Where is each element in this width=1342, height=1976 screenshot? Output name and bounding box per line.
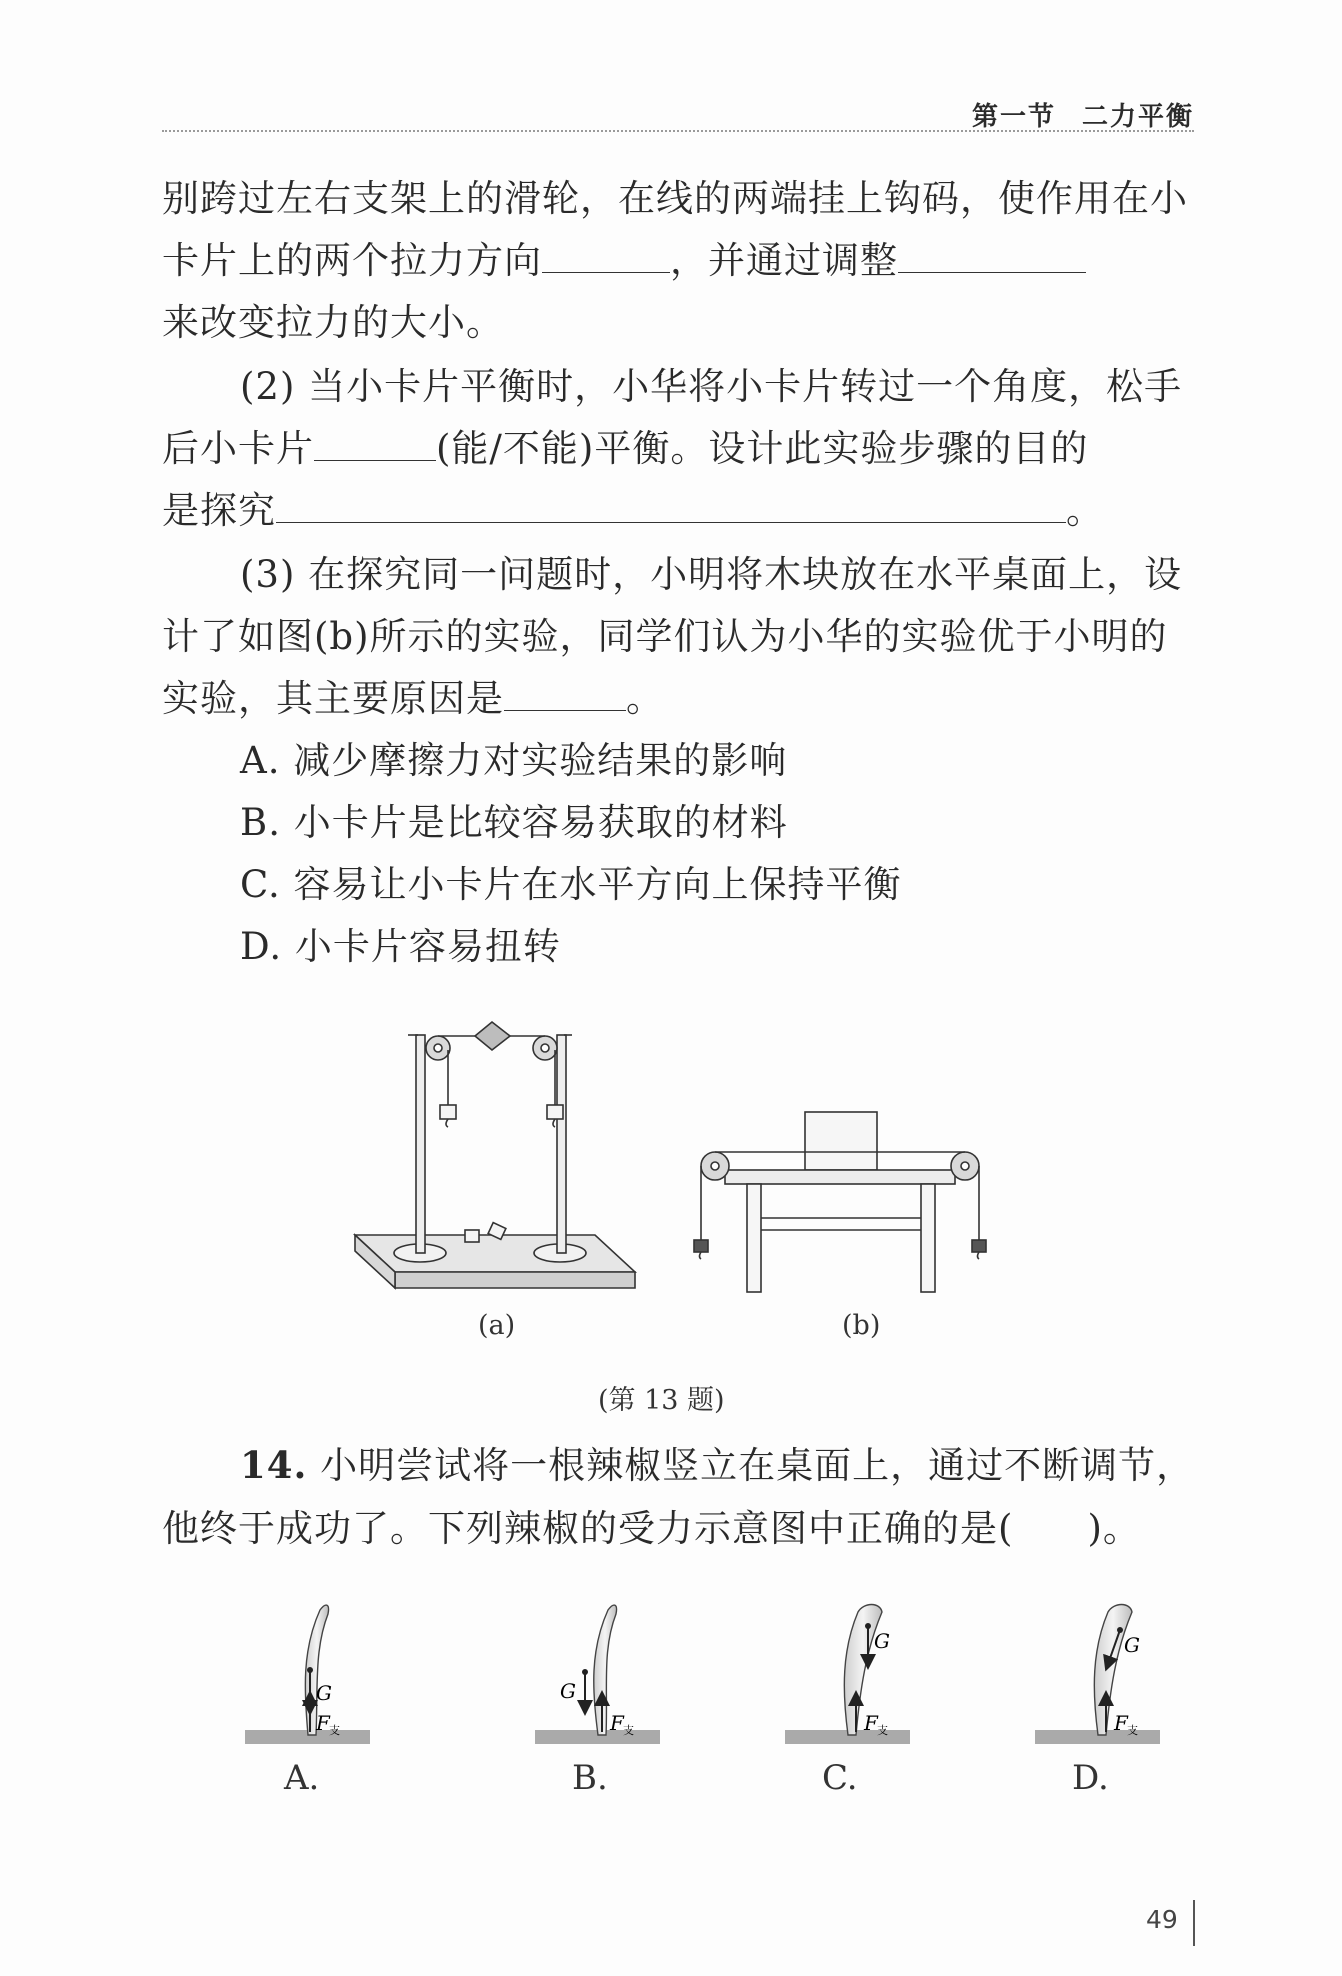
force-sub-c: 支 xyxy=(877,1724,888,1737)
answer-blank-balance xyxy=(314,426,436,461)
q14-line-2 xyxy=(162,1506,1192,1552)
section-header xyxy=(972,96,1194,133)
force-label-g-c: G xyxy=(874,1629,890,1653)
pepper-diagram-c xyxy=(785,1605,910,1745)
pepper-force-diagrams xyxy=(230,1590,1200,1800)
figure-b-label: (b) xyxy=(842,1310,881,1341)
force-sub-a: 支 xyxy=(329,1724,340,1737)
pepper-diagram-d xyxy=(1035,1605,1160,1745)
q14-option-label-b: B. xyxy=(572,1758,608,1798)
q14-text-2-end: )。 xyxy=(1087,1507,1141,1550)
force-label-g-b: G xyxy=(560,1679,576,1703)
q13-line-3: 来改变拉力的大小。 xyxy=(162,301,504,344)
answer-blank-purpose xyxy=(276,488,1066,523)
q13-option-d: D. 小卡片容易扭转 xyxy=(240,925,561,968)
q13-part2-text-c: 是探究 xyxy=(162,489,276,532)
question-number-14: 14. xyxy=(240,1443,308,1487)
header-divider xyxy=(162,130,1194,132)
section-title: 二力平衡 xyxy=(1081,102,1194,132)
answer-blank-reason xyxy=(504,676,626,711)
q13-part2-text-a: 后小卡片 xyxy=(162,427,314,470)
q13-part2-line-3 xyxy=(162,488,1192,534)
q14-option-label-c: C. xyxy=(822,1758,858,1798)
q13-line-1: 别跨过左右支架上的滑轮，在线的两端挂上钩码，使作用在小 xyxy=(162,177,1188,220)
force-label-f-a: F xyxy=(316,1711,330,1735)
q14-option-label-d: D. xyxy=(1072,1758,1109,1798)
page-number-bar xyxy=(1193,1900,1195,1946)
q13-part3-text-b: 。 xyxy=(626,677,664,720)
q13-part3-line-3 xyxy=(162,676,1192,722)
pepper-diagram-b xyxy=(535,1605,660,1744)
force-label-f-c: F xyxy=(864,1711,878,1735)
q13-part2-line-2 xyxy=(162,426,1192,472)
force-label-f-b: F xyxy=(610,1711,624,1735)
q13-line-2-text-a: 卡片上的两个拉力方向 xyxy=(162,239,542,282)
force-label-g-a: G xyxy=(316,1681,332,1705)
q13-option-b: B. 小卡片是比较容易获取的材料 xyxy=(240,801,788,844)
q13-part3-line-1: (3) 在探究同一问题时，小明将木块放在水平桌面上，设 xyxy=(240,553,1183,596)
figure-a-pulley-apparatus xyxy=(340,1010,650,1300)
q14-text-1: 小明尝试将一根辣椒竖立在桌面上，通过不断调节， xyxy=(307,1444,1195,1487)
force-label-f-d: F xyxy=(1114,1711,1128,1735)
q14-line-1 xyxy=(240,1442,1195,1489)
q13-option-a: A. 减少摩擦力对实验结果的影响 xyxy=(240,739,788,782)
q13-part2-line-1: (2) 当小卡片平衡时，小华将小卡片转过一个角度，松手 xyxy=(240,365,1183,408)
figure-caption-q13: (第 13 题) xyxy=(598,1385,725,1416)
q13-part2-text-b: (能/不能)平衡。设计此实验步骤的目的 xyxy=(436,427,1089,470)
page-number: 49 xyxy=(1146,1905,1178,1934)
force-sub-b: 支 xyxy=(623,1724,634,1737)
figure-a-label: (a) xyxy=(478,1310,516,1341)
figure-b-table-apparatus xyxy=(675,1100,1015,1300)
q13-part3-text-a: 实验，其主要原因是 xyxy=(162,677,504,720)
answer-blank-direction xyxy=(542,238,670,273)
q13-part2-text-d: 。 xyxy=(1066,489,1104,532)
q13-line-2-text-b: ，并通过调整 xyxy=(670,239,898,282)
q14-option-label-a: A. xyxy=(284,1758,320,1798)
pepper-diagram-a xyxy=(245,1605,370,1744)
section-number: 第一节 xyxy=(971,102,1056,132)
answer-blank-adjust xyxy=(898,238,1086,273)
force-sub-d: 支 xyxy=(1127,1724,1138,1737)
q13-part3-line-2: 计了如图(b)所示的实验，同学们认为小华的实验优于小明的 xyxy=(162,615,1168,658)
q14-text-2: 他终于成功了。下列辣椒的受力示意图中正确的是( xyxy=(162,1507,1014,1550)
q13-line-2 xyxy=(162,238,1192,284)
q13-option-c: C. 容易让小卡片在水平方向上保持平衡 xyxy=(240,863,902,906)
force-label-g-d: G xyxy=(1124,1633,1140,1657)
